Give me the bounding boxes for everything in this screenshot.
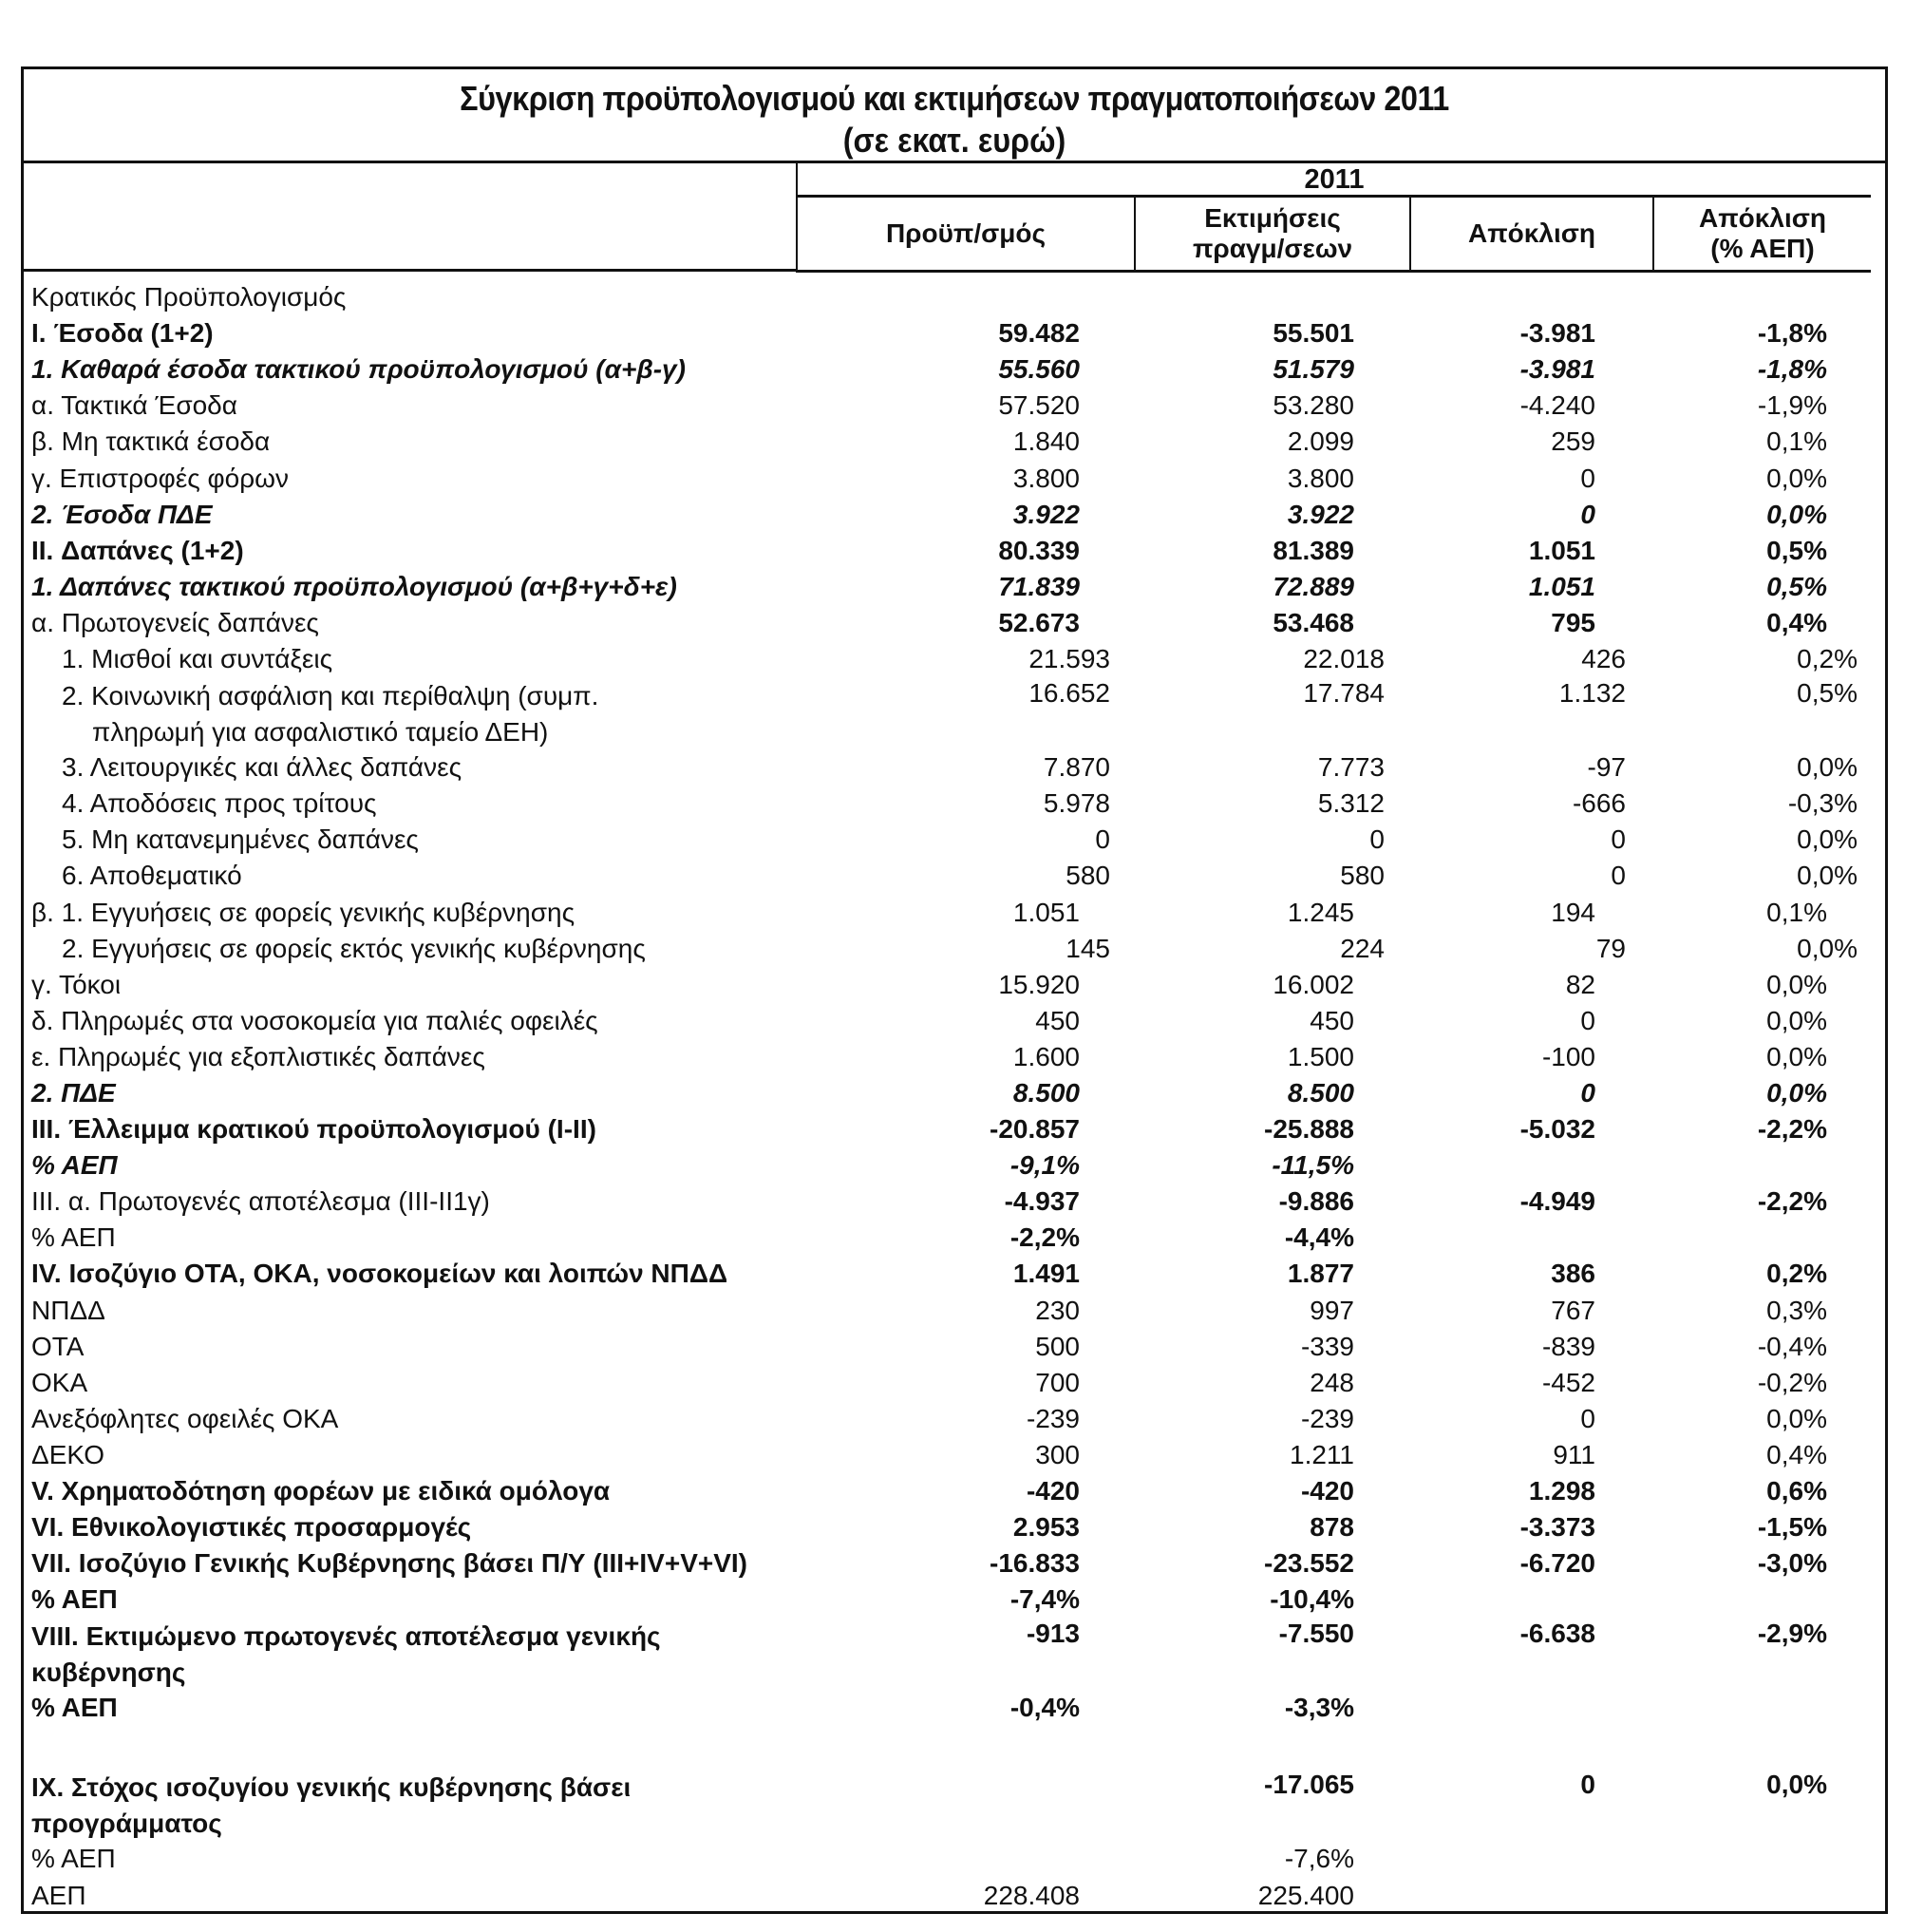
table-row — [31, 1838, 1871, 1874]
value-deviation: 0 — [1580, 1403, 1595, 1433]
value-deviation-gdp: -0,3% — [1787, 788, 1858, 819]
value-budget: 52.673 — [998, 607, 1080, 637]
value-deviation: -3.373 — [1519, 1512, 1595, 1543]
value-deviation-gdp: 0,1% — [1766, 426, 1827, 457]
value-estimate: -339 — [1300, 1331, 1354, 1361]
row-label: V. Χρηματοδότηση φορέων με ειδικά ομόλογα — [31, 1476, 611, 1506]
value-estimate: -3,3% — [1284, 1693, 1354, 1723]
value-deviation: -5.032 — [1519, 1114, 1595, 1145]
value-budget: 55.560 — [998, 354, 1080, 385]
table-title-box — [24, 69, 1885, 163]
table-row — [31, 819, 1871, 855]
row-label: % ΑΕΠ — [31, 1150, 118, 1181]
table-row — [31, 494, 1871, 530]
row-label: Ανεξόφλητες οφειλές ΟΚΑ — [31, 1403, 339, 1433]
value-deviation: 795 — [1551, 607, 1595, 637]
value-estimate: -9.886 — [1278, 1186, 1354, 1217]
value-estimate: 81.389 — [1273, 535, 1354, 565]
row-label: ΔΕΚΟ — [31, 1439, 104, 1469]
row-label: II. Δαπάνες (1+2) — [31, 535, 244, 565]
value-deviation-gdp: -1,8% — [1757, 354, 1827, 385]
value-deviation-gdp: -3,0% — [1757, 1548, 1827, 1579]
value-estimate: -7.550 — [1278, 1619, 1354, 1649]
value-deviation: -3.981 — [1519, 354, 1595, 385]
value-deviation-gdp: 0,3% — [1766, 1295, 1827, 1325]
table-row — [31, 1362, 1871, 1398]
table-row — [31, 530, 1871, 566]
value-budget: 2.953 — [1012, 1512, 1080, 1543]
value-deviation-gdp: -0,2% — [1757, 1367, 1827, 1397]
value-budget: -16.833 — [990, 1548, 1080, 1579]
value-estimate: 53.280 — [1273, 390, 1354, 421]
value-deviation: 194 — [1551, 897, 1595, 927]
value-deviation: 911 — [1553, 1439, 1595, 1469]
value-deviation-gdp: 0,1% — [1766, 897, 1827, 927]
value-budget: 3.800 — [1012, 463, 1080, 493]
value-deviation-gdp: -2,2% — [1757, 1114, 1827, 1145]
value-deviation-gdp: 0,2% — [1797, 644, 1858, 674]
table-row — [31, 276, 1871, 313]
value-estimate: -7,6% — [1284, 1844, 1354, 1874]
value-budget: 57.520 — [998, 390, 1080, 421]
value-budget: 71.839 — [998, 571, 1080, 601]
table-row — [31, 1615, 1871, 1687]
value-estimate: 51.579 — [1273, 354, 1354, 385]
row-label: 2. Έσοδα ΠΔΕ — [31, 499, 213, 529]
value-estimate: 72.889 — [1273, 571, 1354, 601]
value-deviation: 0 — [1580, 1005, 1595, 1035]
row-label: VII. Ισοζύγιο Γενικής Κυβέρνησης βάσει Π/Υ (III+IV+V+VI) — [31, 1548, 748, 1579]
value-deviation-gdp: -1,9% — [1757, 390, 1827, 421]
value-deviation: 79 — [1595, 933, 1626, 963]
row-label — [31, 1766, 796, 1842]
value-estimate: -23.552 — [1264, 1548, 1354, 1579]
value-budget: 59.482 — [998, 318, 1080, 349]
row-label: III. Έλλειμμα κρατικού προϋπολογισμού (I-II) — [31, 1114, 596, 1145]
row-label: % ΑΕΠ — [31, 1844, 116, 1874]
value-estimate: 1.500 — [1287, 1041, 1354, 1071]
row-label: β. Μη τακτικά έσοδα — [31, 426, 271, 457]
row-label: β. 1. Εγγυήσεις σε φορείς γενικής κυβέρνησης — [31, 897, 575, 927]
value-budget: -4.937 — [1004, 1186, 1080, 1217]
value-deviation-gdp: 0,0% — [1766, 499, 1827, 529]
row-label: 5. Μη κατανεμημένες δαπάνες — [62, 824, 419, 855]
value-budget: -0,4% — [1009, 1693, 1080, 1723]
value-estimate: -25.888 — [1264, 1114, 1354, 1145]
table-row — [31, 1253, 1871, 1289]
row-label: Κρατικός Προϋπολογισμός — [31, 282, 347, 313]
column-header-deviation: Απόκλιση — [1409, 197, 1652, 270]
row-label: ΟΤΑ — [31, 1331, 85, 1361]
table-row — [31, 1687, 1871, 1723]
value-deviation: 0 — [1580, 499, 1595, 529]
value-deviation: -452 — [1541, 1367, 1595, 1397]
table-row — [31, 1072, 1871, 1108]
row-label-line1: 2. Κοινωνική ασφάλιση και περίθαλψη (συμπ. — [62, 681, 599, 711]
value-deviation: -97 — [1587, 752, 1626, 783]
value-budget: -20.857 — [990, 1114, 1080, 1145]
value-deviation-gdp: 0,0% — [1766, 1403, 1827, 1433]
value-budget: 3.922 — [1012, 499, 1080, 529]
value-budget: 80.339 — [998, 535, 1080, 565]
value-deviation: 259 — [1551, 426, 1595, 457]
table-row — [31, 313, 1871, 349]
value-budget: 1.600 — [1012, 1041, 1080, 1071]
value-estimate: 997 — [1310, 1295, 1354, 1325]
table-body — [31, 276, 1871, 1911]
row-label-line2: προγράμματος — [31, 1809, 222, 1839]
table-row — [31, 349, 1871, 385]
row-label: ΝΠΔΔ — [31, 1295, 105, 1325]
row-label: γ. Επιστροφές φόρων — [31, 463, 290, 493]
value-budget: 15.920 — [998, 969, 1080, 999]
value-deviation-gdp: 0,0% — [1766, 1077, 1827, 1108]
value-budget: 450 — [1035, 1005, 1080, 1035]
value-estimate: -239 — [1300, 1403, 1354, 1433]
table-row — [31, 421, 1871, 457]
value-deviation: 426 — [1581, 644, 1626, 674]
table-row — [31, 1874, 1871, 1910]
value-deviation-gdp: 0,0% — [1797, 861, 1858, 891]
table-row — [31, 1145, 1871, 1181]
value-estimate: 580 — [1340, 861, 1385, 891]
value-deviation: 1.051 — [1528, 571, 1595, 601]
value-deviation-gdp: 0,0% — [1797, 824, 1858, 855]
table-row — [31, 1766, 1871, 1838]
table-row — [31, 385, 1871, 421]
value-deviation-gdp: 0,4% — [1766, 1439, 1827, 1469]
value-budget: 7.870 — [1043, 752, 1110, 783]
row-label: VI. Εθνικολογιστικές προσαρμογές — [31, 1512, 472, 1543]
table-row — [31, 1326, 1871, 1362]
value-budget: 580 — [1066, 861, 1110, 891]
row-label: 1. Μισθοί και συντάξεις — [62, 644, 333, 674]
table-row — [31, 1289, 1871, 1325]
value-budget: -239 — [1026, 1403, 1080, 1433]
value-estimate: 55.501 — [1273, 318, 1354, 349]
table-row — [31, 1217, 1871, 1253]
value-estimate: 248 — [1310, 1367, 1354, 1397]
row-label — [31, 1615, 796, 1691]
value-deviation-gdp: 0,5% — [1766, 571, 1827, 601]
row-label: III. α. Πρωτογενές αποτέλεσμα (III-II1γ) — [31, 1186, 490, 1217]
value-deviation: -100 — [1541, 1041, 1595, 1071]
value-deviation-gdp: -1,5% — [1757, 1512, 1827, 1543]
value-estimate: -4,4% — [1284, 1222, 1354, 1253]
value-deviation: -4.240 — [1519, 390, 1595, 421]
value-estimate: 224 — [1340, 933, 1385, 963]
row-label-line1: IX. Στόχος ισοζυγίου γενικής κυβέρνησης βάσει — [31, 1772, 632, 1803]
table-row — [31, 928, 1871, 964]
value-deviation: 82 — [1565, 969, 1595, 999]
value-budget: 145 — [1066, 933, 1110, 963]
value-budget: 8.500 — [1012, 1077, 1080, 1108]
value-budget: 700 — [1035, 1367, 1080, 1397]
value-budget: -420 — [1026, 1476, 1080, 1506]
row-label: 4. Αποδόσεις προς τρίτους — [62, 788, 377, 819]
value-estimate: 3.922 — [1287, 499, 1354, 529]
value-deviation: 0 — [1611, 861, 1626, 891]
value-deviation-gdp: 0,0% — [1766, 1005, 1827, 1035]
table-row — [31, 1181, 1871, 1217]
row-label: 1. Καθαρά έσοδα τακτικού προϋπολογισμού (α+β-γ) — [31, 354, 686, 385]
value-budget: 1.491 — [1012, 1259, 1080, 1289]
row-label: ΟΚΑ — [31, 1367, 88, 1397]
value-deviation: -3.981 — [1519, 318, 1595, 349]
budget-comparison-table — [21, 66, 1888, 1914]
value-deviation-gdp: 0,0% — [1797, 933, 1858, 963]
row-label: ε. Πληρωμές για εξοπλιστικές δαπάνες — [31, 1041, 485, 1071]
row-label: % ΑΕΠ — [31, 1584, 118, 1615]
value-deviation-gdp: 0,5% — [1797, 678, 1858, 709]
value-estimate: 53.468 — [1273, 607, 1354, 637]
row-label: 1. Δαπάνες τακτικού προϋπολογισμού (α+β+γ+δ+ε) — [31, 571, 677, 601]
value-budget: 300 — [1035, 1439, 1080, 1469]
table-row — [31, 855, 1871, 891]
value-deviation-gdp: 0,0% — [1766, 1770, 1827, 1800]
value-budget: -9,1% — [1009, 1150, 1080, 1181]
table-row — [31, 1036, 1871, 1072]
header-columns — [796, 197, 1871, 273]
value-budget — [796, 1766, 1087, 1770]
table-row — [31, 1579, 1871, 1615]
table-row — [31, 1470, 1871, 1506]
row-label: α. Πρωτογενείς δαπάνες — [31, 607, 319, 637]
value-deviation-gdp: 0,0% — [1766, 969, 1827, 999]
table-row — [31, 602, 1871, 638]
row-label: IV. Ισοζύγιο ΟΤΑ, ΟΚΑ, νοσοκομείων και λοιπών ΝΠΔΔ — [31, 1259, 728, 1289]
row-label — [31, 674, 826, 750]
table-subtitle: (σε εκατ. ευρώ) — [842, 121, 1066, 160]
value-budget: 21.593 — [1028, 644, 1110, 674]
table-row — [31, 891, 1871, 927]
value-budget: -913 — [1026, 1619, 1080, 1649]
value-budget: 16.652 — [1028, 678, 1110, 709]
table-row — [31, 457, 1871, 493]
value-deviation: -6.720 — [1519, 1548, 1595, 1579]
value-estimate: 1.877 — [1287, 1259, 1354, 1289]
row-label: I. Έσοδα (1+2) — [31, 318, 214, 349]
column-header-estimates: Εκτιμήσεις πραγμ/σεων — [1134, 197, 1409, 270]
row-label: γ. Τόκοι — [31, 969, 122, 999]
value-deviation-gdp: 0,4% — [1766, 607, 1827, 637]
table-row — [31, 747, 1871, 783]
value-estimate: 5.312 — [1317, 788, 1385, 819]
value-deviation: 0 — [1580, 1770, 1595, 1800]
value-deviation: 767 — [1551, 1295, 1595, 1325]
value-budget: 1.051 — [1012, 897, 1080, 927]
value-deviation: -6.638 — [1519, 1619, 1595, 1649]
value-deviation-gdp: -2,2% — [1757, 1186, 1827, 1217]
value-budget: 1.840 — [1012, 426, 1080, 457]
value-deviation-gdp: -2,9% — [1757, 1619, 1827, 1649]
value-estimate: 17.784 — [1303, 678, 1385, 709]
table-row — [31, 1398, 1871, 1434]
row-label: 6. Αποθεματικό — [62, 861, 242, 891]
table-row — [31, 638, 1871, 674]
value-budget: 5.978 — [1043, 788, 1110, 819]
table-row — [31, 1506, 1871, 1543]
value-estimate: -420 — [1300, 1476, 1354, 1506]
value-deviation-gdp: 0,6% — [1766, 1476, 1827, 1506]
value-estimate: 225.400 — [1257, 1880, 1354, 1910]
value-estimate: 450 — [1310, 1005, 1354, 1035]
value-estimate: 22.018 — [1303, 644, 1385, 674]
row-label: ΑΕΠ — [31, 1880, 86, 1910]
table-row — [31, 566, 1871, 602]
row-label-line2: κυβέρνησης — [31, 1657, 186, 1688]
table-row — [31, 1108, 1871, 1145]
table-row — [31, 1434, 1871, 1470]
value-budget: 500 — [1035, 1331, 1080, 1361]
value-deviation: 1.051 — [1528, 535, 1595, 565]
value-deviation-gdp: 0,0% — [1797, 752, 1858, 783]
row-label: 3. Λειτουργικές και άλλες δαπάνες — [62, 752, 462, 783]
header-divider — [24, 269, 796, 272]
value-deviation: -839 — [1541, 1331, 1595, 1361]
row-label: α. Τακτικά Έσοδα — [31, 390, 237, 421]
value-deviation-gdp: -0,4% — [1757, 1331, 1827, 1361]
value-deviation: 1.132 — [1558, 678, 1626, 709]
header-year: 2011 — [796, 161, 1871, 198]
row-label: δ. Πληρωμές στα νοσοκομεία για παλιές οφειλές — [31, 1005, 598, 1035]
table-row — [31, 1543, 1871, 1579]
row-label: % ΑΕΠ — [31, 1222, 116, 1253]
value-estimate: -11,5% — [1272, 1150, 1354, 1181]
value-estimate: 2.099 — [1287, 426, 1354, 457]
row-label-line2: πληρωμή για ασφαλιστικό ταμείο ΔΕΗ) — [92, 717, 549, 748]
value-deviation: -4.949 — [1519, 1186, 1595, 1217]
table-row — [31, 964, 1871, 1000]
value-estimate: 878 — [1310, 1512, 1354, 1543]
value-deviation-gdp: 0,0% — [1766, 1041, 1827, 1071]
value-deviation-gdp: -1,8% — [1757, 318, 1827, 349]
table-title: Σύγκριση προϋπολογισμού και εκτιμήσεων πραγματοποιήσεων 2011 — [460, 79, 1449, 118]
value-deviation: 0 — [1580, 463, 1595, 493]
value-estimate: 1.211 — [1290, 1439, 1354, 1469]
value-deviation: 0 — [1580, 1077, 1595, 1108]
value-budget: 0 — [1095, 824, 1110, 855]
value-budget: -2,2% — [1009, 1222, 1080, 1253]
column-header-budget: Προϋπ/σμός — [796, 197, 1134, 270]
value-deviation-gdp: 0,2% — [1766, 1259, 1827, 1289]
table-row — [31, 674, 1871, 747]
value-budget: -7,4% — [1009, 1584, 1080, 1615]
table-row — [31, 783, 1871, 819]
table-row — [31, 1000, 1871, 1036]
column-header-deviation-gdp: Απόκλιση (% ΑΕΠ) — [1652, 197, 1871, 270]
value-deviation-gdp: 0,0% — [1766, 463, 1827, 493]
value-estimate: 1.245 — [1287, 897, 1354, 927]
value-estimate: 8.500 — [1287, 1077, 1354, 1108]
value-deviation: 0 — [1611, 824, 1626, 855]
row-label: 2. Εγγυήσεις σε φορείς εκτός γενικής κυβέρνησης — [62, 933, 646, 963]
value-estimate: 0 — [1369, 824, 1385, 855]
row-label: 2. ΠΔΕ — [31, 1077, 116, 1108]
row-label: % ΑΕΠ — [31, 1693, 118, 1723]
value-budget: 228.408 — [983, 1880, 1080, 1910]
value-estimate: 7.773 — [1317, 752, 1385, 783]
value-deviation: 1.298 — [1528, 1476, 1595, 1506]
value-budget: 230 — [1035, 1295, 1080, 1325]
row-label-line1: VIII. Εκτιμώμενο πρωτογενές αποτέλεσμα γενικής — [31, 1621, 661, 1652]
value-deviation: 386 — [1551, 1259, 1595, 1289]
value-estimate: 3.800 — [1287, 463, 1354, 493]
table-row — [31, 1723, 1871, 1766]
value-deviation-gdp: 0,5% — [1766, 535, 1827, 565]
value-deviation: -666 — [1572, 788, 1626, 819]
value-estimate: -10,4% — [1270, 1584, 1354, 1615]
value-estimate: 16.002 — [1273, 969, 1354, 999]
value-estimate: -17.065 — [1264, 1770, 1354, 1800]
